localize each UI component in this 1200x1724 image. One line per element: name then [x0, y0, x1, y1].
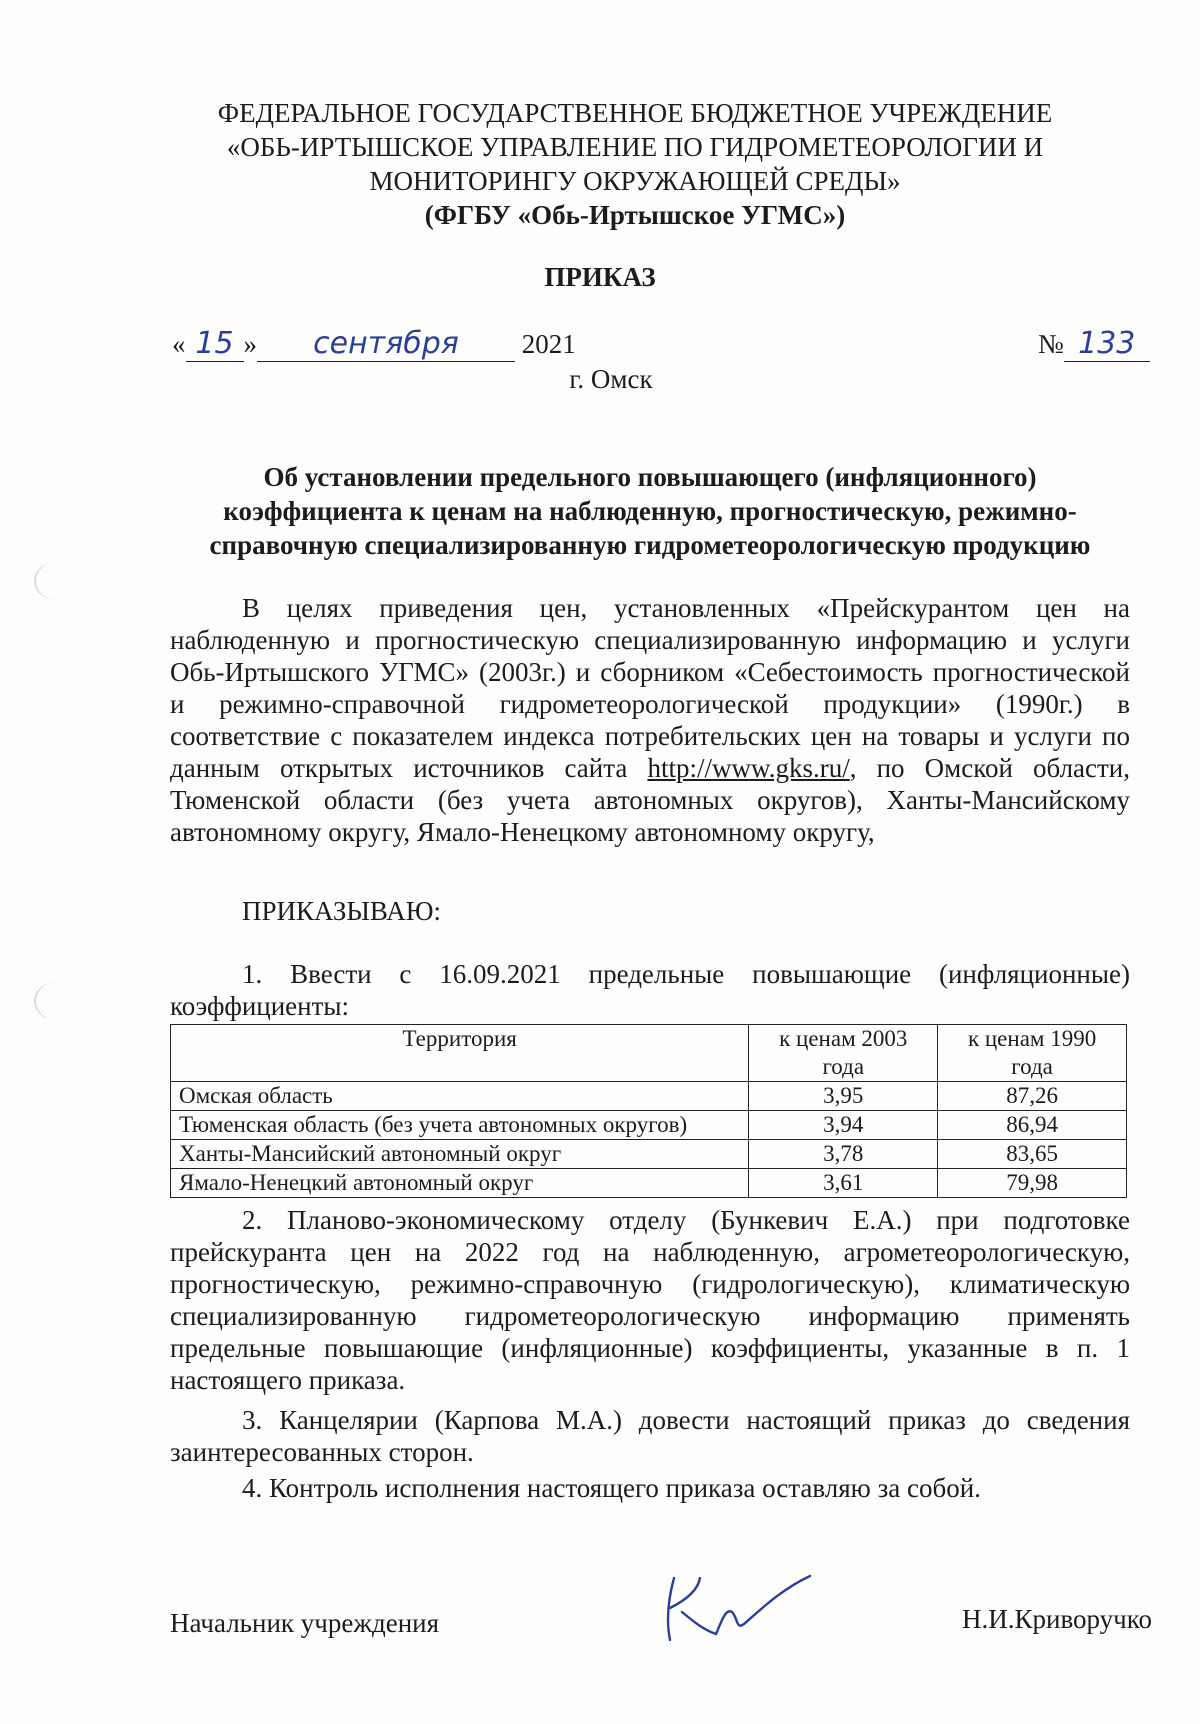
order-word: ПРИКАЗЫВАЮ: [242, 896, 441, 926]
number-prefix: № [1038, 329, 1064, 359]
preamble-paragraph [170, 592, 1130, 848]
preamble-text-1: В целях приведения цен, установленных «Прейскурантом цен на наблюденную и прогностическую специализированную информацию и услуги Обь-Иртышского УГМС» (2003г.) и сборником «Себестоимость прогностической и режимно-справочной гидрометеорологической продукции» (1990г.) в соответствие с показателем индекса потребительских цен на товары и услуги по данным открытых источников сайта [170, 593, 1130, 783]
coef-1990-cell: 87,26 [938, 1082, 1127, 1111]
territory-cell: Ямало-Ненецкий автономный округ [171, 1169, 749, 1198]
order-subject [170, 460, 1130, 562]
coef-1990-cell: 83,65 [938, 1140, 1127, 1169]
table-header-row [171, 1025, 1127, 1082]
date-month: сентября [257, 326, 515, 362]
item-2: 2. Планово-экономическому отделу (Бункевич Е.А.) при подготовке прейскуранта цен на 2022 год на наблюденную, агрометеорологическую, прогностическую, режимно-справочную (гидрологическую), климатическую специализированную гидрометеорологическую информацию применять предельные повышающие (инфляционные) коэффициенты, указанные в п. 1 настоящего приказа. [170, 1205, 1130, 1395]
signatory-name: Н.И.Криворучко [962, 1604, 1152, 1634]
table-row [171, 1082, 1127, 1111]
coef-1990-cell: 86,94 [938, 1111, 1127, 1140]
subject-line-3: справочную специализированную гидрометеорологическую продукцию [209, 530, 1091, 560]
item-4: 4. Контроль исполнения настоящего приказа оставляю за собой. [242, 1473, 981, 1503]
territory-cell: Ханты-Мансийский автономный округ [171, 1140, 749, 1169]
coef-2003-cell: 3,78 [749, 1140, 938, 1169]
header-2003: к ценам 2003 года [749, 1025, 938, 1082]
order-date [172, 326, 576, 362]
coefficients-table [170, 1024, 1127, 1198]
coef-1990-cell: 79,98 [938, 1169, 1127, 1198]
coef-2003-cell: 3,94 [749, 1111, 938, 1140]
table-row [171, 1169, 1127, 1198]
header-line-2: «ОБЬ-ИРТЫШСКОЕ УПРАВЛЕНИЕ ПО ГИДРОМЕТЕОРОЛОГИИ И [226, 132, 1044, 162]
preamble-text-2: , по Омской области, Тюменской области (без учета автономных округов), Ханты-Мансийскому автономному округу, Ямало-Ненецкому автономному округу, [170, 753, 1131, 847]
date-day: 15 [186, 326, 244, 362]
table-row [171, 1140, 1127, 1169]
handwritten-signature [660, 1560, 830, 1650]
header-1990: к ценам 1990 года [938, 1025, 1127, 1082]
coef-2003-cell: 3,61 [749, 1169, 938, 1198]
header-territory: Территория [171, 1025, 749, 1082]
date-year: 2021 [521, 329, 576, 359]
header-line-3: МОНИТОРИНГУ ОКРУЖАЮЩЕЙ СРЕДЫ» [369, 166, 901, 196]
date-close-quote: » [243, 329, 257, 359]
territory-cell: Омская область [171, 1082, 749, 1111]
item-3: 3. Канцелярии (Карпова М.А.) довести настоящий приказ до сведения заинтересованных сторон. [170, 1405, 1130, 1467]
punch-hole-top [34, 562, 78, 600]
signatory-title: Начальник учреждения [170, 1608, 440, 1638]
organization-header [150, 96, 1120, 232]
order-number [1038, 326, 1150, 362]
punch-hole-bottom [34, 982, 78, 1020]
city: г. Омск [569, 364, 653, 394]
document-type: ПРИКАЗ [544, 262, 656, 292]
gks-link[interactable]: http://www.gks.ru/ [647, 753, 850, 783]
subject-line-1: Об установлении предельного повышающего (инфляционного) [263, 462, 1037, 492]
territory-cell: Тюменская область (без учета автономных округов) [171, 1111, 749, 1140]
subject-line-2: коэффициента к ценам на наблюденную, прогностическую, режимно- [223, 496, 1077, 526]
date-open-quote: « [172, 329, 186, 359]
number-value: 133 [1064, 326, 1150, 362]
header-short-name: (ФГБУ «Обь-Иртышское УГМС») [424, 200, 846, 230]
coef-2003-cell: 3,95 [749, 1082, 938, 1111]
table-row [171, 1111, 1127, 1140]
header-line-1: ФЕДЕРАЛЬНОЕ ГОСУДАРСТВЕННОЕ БЮДЖЕТНОЕ УЧРЕЖДЕНИЕ [217, 98, 1053, 128]
item-1: 1. Ввести с 16.09.2021 предельные повышающие (инфляционные) коэффициенты: [170, 959, 1130, 1021]
